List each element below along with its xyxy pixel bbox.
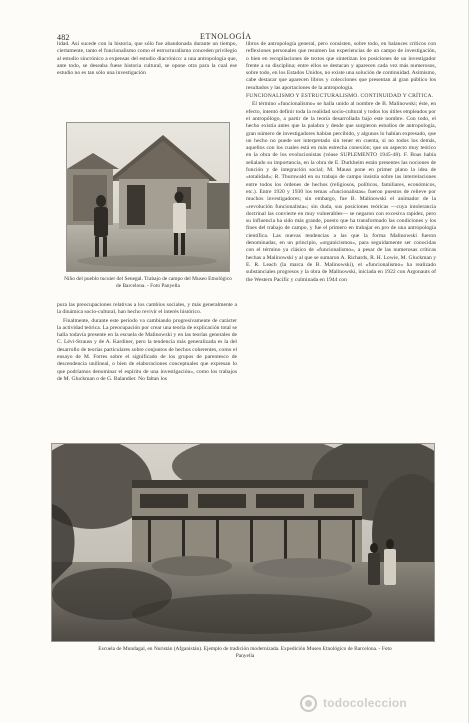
village-child-photo-image — [67, 123, 230, 272]
paragraph: lidad. Así sucede con la historia, que sólo fue abandonada durante un tiempo, ciertamente, tanto el funcionalismo como el estructuralismo conceden privilegio al estudio sincrónico a expensas del estudio diacrónico: a una antropología que, ante todo, se deseaba fuese historia cultural, se opone otra para la cual ese estudio no es tan sólo una investigación — [57, 41, 237, 77]
bottom-photo-caption: Escuela de Mundagal, en Nuristán (Afganistán). Ejemplo de tradición modernizada. Expedición Museo Etnológico de Barcelona. - Foto Panyella — [98, 646, 392, 659]
watermark-text: todocoleccion — [323, 696, 407, 710]
paragraph: pura las preocupaciones relativas a los cambios sociales, y más generalmente a la dinámica socio-cultural, han hecho revivir el interés histórico. — [57, 302, 237, 316]
left-column-mid-text — [57, 302, 237, 430]
top-photo-caption: Niño del pueblo tucuier del Senegal. Trabajo de campo del Museo Etnológico de Barcelona. - Foto Panyella — [64, 276, 232, 289]
paragraph: El término «funcionalismo» se halla unido al nombre de B. Malinowski; éste, en efecto, intentó definir toda la realidad socio-cultural y todos los útiles empleados por el antropólogo, a partir de la teoría desarrollada bajo este nombre. Con todo, el hecho existía antes que la palabra y desde que surgieron estudios de antropología, gran número de investigadores habían percibido, y algunos lo habían expresado, que un hecho no puede ser interpretado sin tener en cuenta, si no todos los demás, aquellos con los cuales está en más estrecha conexión; que un aspecto muy teórico en la obra de los evolucionistas (véase SUPLEMENTO 1945-48). F. Boas había señalado su importancia, en la obra de E. Durkheim están presentes las nociones de función y de integración social; M. Mauss pone en primer plano la idea de «totalidad»; R. Thurnwald en su trabajo de campo insistía sobre las interrelaciones entre todos los órdenes de hechos (religiosos, políticos, familiares, económicos, etc.). Entre 1920 y 1930 los temas «funcionalistas» fueron puestos de relieve por muchos investigadores; sin embargo, fue B. Malinowski el animador de la «revolución funcionalista»; sin duda, sus posiciones teóricas —cuya intolerancia doctrinal las convierte en muy vulnerables— se negaron con excesiva rapidez, pero su influencia ha sido más grande, puesto que ha transformado las condiciones y los fines del trabajo de campo, y fue el primero en trabajar en pro de una antropología científica. Las nuevas tendencias a las que la forma Malinowski fueron denominadas, en un principio, «organicismos», para seguidamente ser conocidas con el término ya clásico de «funcionalismo», a pesar de las numerosas críticas hechas a Malinowski y al que se sumaron A. Richards, R. H. Lowie, M. Gluckman y E. R. Leach (la marca de B. Malinowski), el «funcionalismo» ha realizado substanciales progresos y la obra de Malinowski, iniciada en 1922 con Argonauts of the Western Pacific y culminada en 1944 con — [246, 101, 436, 283]
paragraph: libros de antropología general, pero consisten, sobre todo, en balances críticos con reflexiones personales que resumen las experiencias de un campo de investigación, o bien en recopilaciones de textos que sintetizan los posiciones de un investigador frente a su disciplina; entre ellos se destacan y aparecen cada vez más numerosos, sobre todo, en los Estados Unidos, no existe una solución de continuidad. Asimismo, cabe destacar que aparecen libros y colecciones que presentan al gran público los resultados y las aportaciones de la antropología. — [246, 41, 436, 91]
right-column-text — [246, 41, 436, 430]
left-column-top-text — [57, 41, 237, 117]
running-head: ETNOLOGÍA — [200, 32, 252, 41]
todocoleccion-logo-icon — [300, 695, 317, 712]
paragraph: Finalmente, durante este período va cambiando progresivamente de carácter la actividad teórica. La preocupación por crear una teoría de explicación total se halla todavía presente en la escuela de Malinowski y en las teorías generales de C. Lévi-Strauss y de A. Kardiner, pero la tendencia más generalizada es la del desarrollo de teorías particulares sobre conjuntos de hechos coherentes, como el ensayo de M. Fortes sobre el significado de los grupos de parentesco de descendencia unilineal, o bien de elaboraciones conceptuales que expresan lo que podríamos denominar el espíritu de una investigación», como los trabajos de M. Gluckman o de G. Balandier. No faltan los — [57, 317, 237, 382]
section-heading: FUNCIONALISMO Y ESTRUCTURALISMO. CONTINUIDAD Y CRÍTICA. — [246, 93, 434, 100]
village-child-photo — [66, 122, 230, 272]
school-building-photo-image — [52, 444, 435, 642]
school-building-photo — [51, 443, 435, 642]
page-number: 482 — [57, 33, 70, 42]
watermark — [300, 688, 450, 718]
